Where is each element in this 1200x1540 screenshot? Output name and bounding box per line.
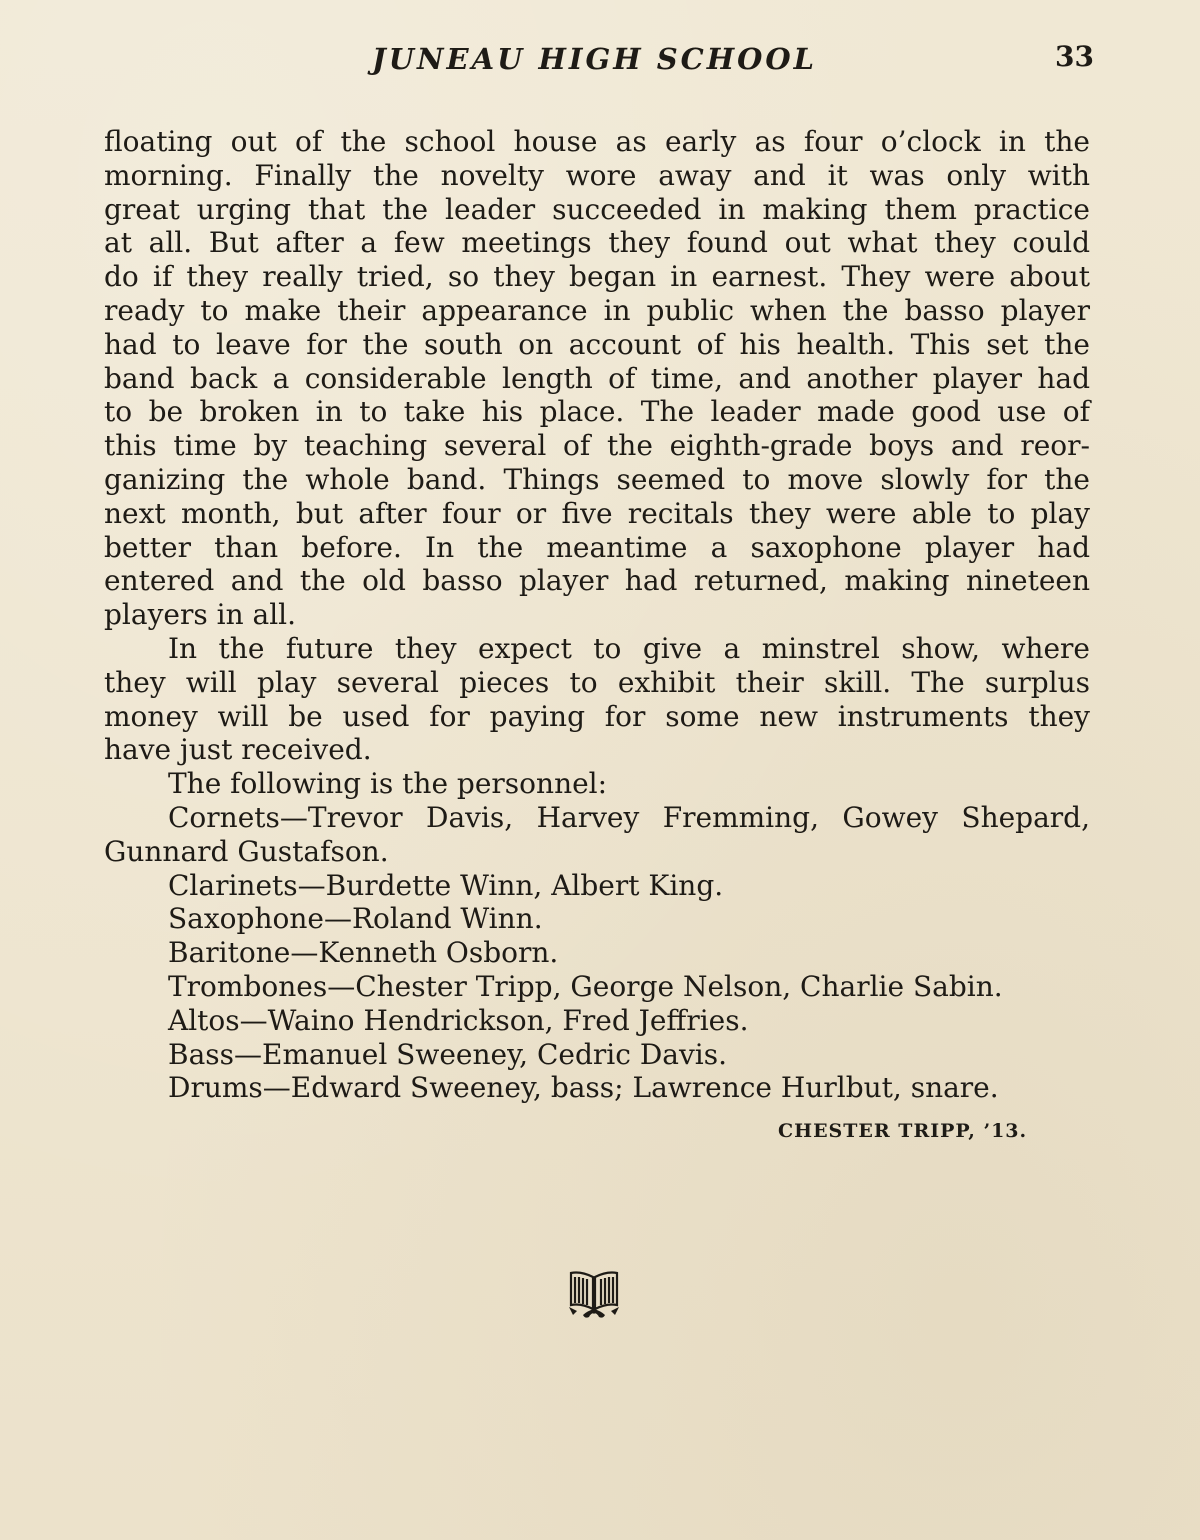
personnel-line-continued: Gunnard Gustafson. [104, 834, 389, 868]
text-line: ready to make their appearance in public when the basso player [104, 293, 1090, 327]
personnel-line: Drums—Edward Sweeney, bass; Lawrence Hurlbut, snare. [168, 1071, 999, 1105]
page-number: 33 [1055, 40, 1094, 73]
personnel-item-cornets [104, 801, 1090, 869]
text-line: floating out of the school house as early as four o’clock in the [104, 125, 1090, 158]
text-line: morning. Finally the novelty wore away and it was only with [104, 158, 1090, 192]
personnel-line: Cornets—Trevor Davis, Harvey Fremming, Gowey Shepard, [168, 800, 1090, 834]
text-line: players in all. [104, 598, 297, 632]
text-line: had to leave for the south on account of his health. This set the [104, 327, 1090, 361]
text-line: this time by teaching several of the eighth-grade boys and reor- [104, 429, 1090, 463]
text-line: great urging that the leader succeeded in making them practice [104, 192, 1090, 226]
running-title: JUNEAU HIGH SCHOOL [372, 42, 818, 76]
paragraph-1 [104, 125, 1090, 632]
personnel-line: Altos—Waino Hendrickson, Fred Jeffries. [168, 1003, 749, 1037]
personnel-item-trombones [104, 970, 1090, 1004]
text-line: ganizing the whole band. Things seemed to move slowly for the [104, 462, 1090, 496]
personnel-item-drums [104, 1071, 1090, 1105]
paragraph-2 [104, 632, 1090, 767]
body-text [104, 125, 1090, 1105]
personnel-intro [104, 767, 1090, 801]
text-line: entered and the old basso player had returned, making nineteen [104, 564, 1090, 598]
text-line: to be broken in to take his place. The leader made good use of [104, 395, 1090, 429]
personnel-item-baritone [104, 936, 1090, 970]
text-line: next month, but after four or five recitals they were able to play [104, 496, 1090, 530]
personnel-list [104, 801, 1090, 1105]
personnel-item-clarinets [104, 869, 1090, 903]
text-line: do if they really tried, so they began in earnest. They were about [104, 260, 1090, 294]
text-line: money will be used for paying for some new instruments they [104, 699, 1090, 733]
personnel-item-bass [104, 1038, 1090, 1072]
text-line: have just received. [104, 733, 372, 767]
personnel-line: Trombones—Chester Tripp, George Nelson, Charlie Sabin. [168, 969, 1003, 1003]
personnel-intro-text: The following is the personnel: [168, 767, 608, 801]
running-header [0, 38, 1200, 88]
text-line: In the future they expect to give a minstrel show, where [168, 631, 1090, 665]
author-signature: CHESTER TRIPP, ’13. [778, 1120, 1028, 1142]
text-line: they will play several pieces to exhibit their skill. The surplus [104, 665, 1090, 699]
personnel-item-altos [104, 1004, 1090, 1038]
open-book-ornament-icon [565, 1265, 623, 1325]
personnel-item-saxophone [104, 902, 1090, 936]
text-line: band back a considerable length of time, and another player had [104, 361, 1090, 395]
text-line: better than before. In the meantime a saxophone player had [104, 530, 1090, 564]
personnel-line: Clarinets—Burdette Winn, Albert King. [168, 868, 724, 902]
personnel-line: Baritone—Kenneth Osborn. [168, 936, 559, 970]
personnel-line: Saxophone—Roland Winn. [168, 902, 543, 936]
text-line: at all. But after a few meetings they found out what they could [104, 226, 1090, 260]
personnel-line: Bass—Emanuel Sweeney, Cedric Davis. [168, 1037, 728, 1071]
